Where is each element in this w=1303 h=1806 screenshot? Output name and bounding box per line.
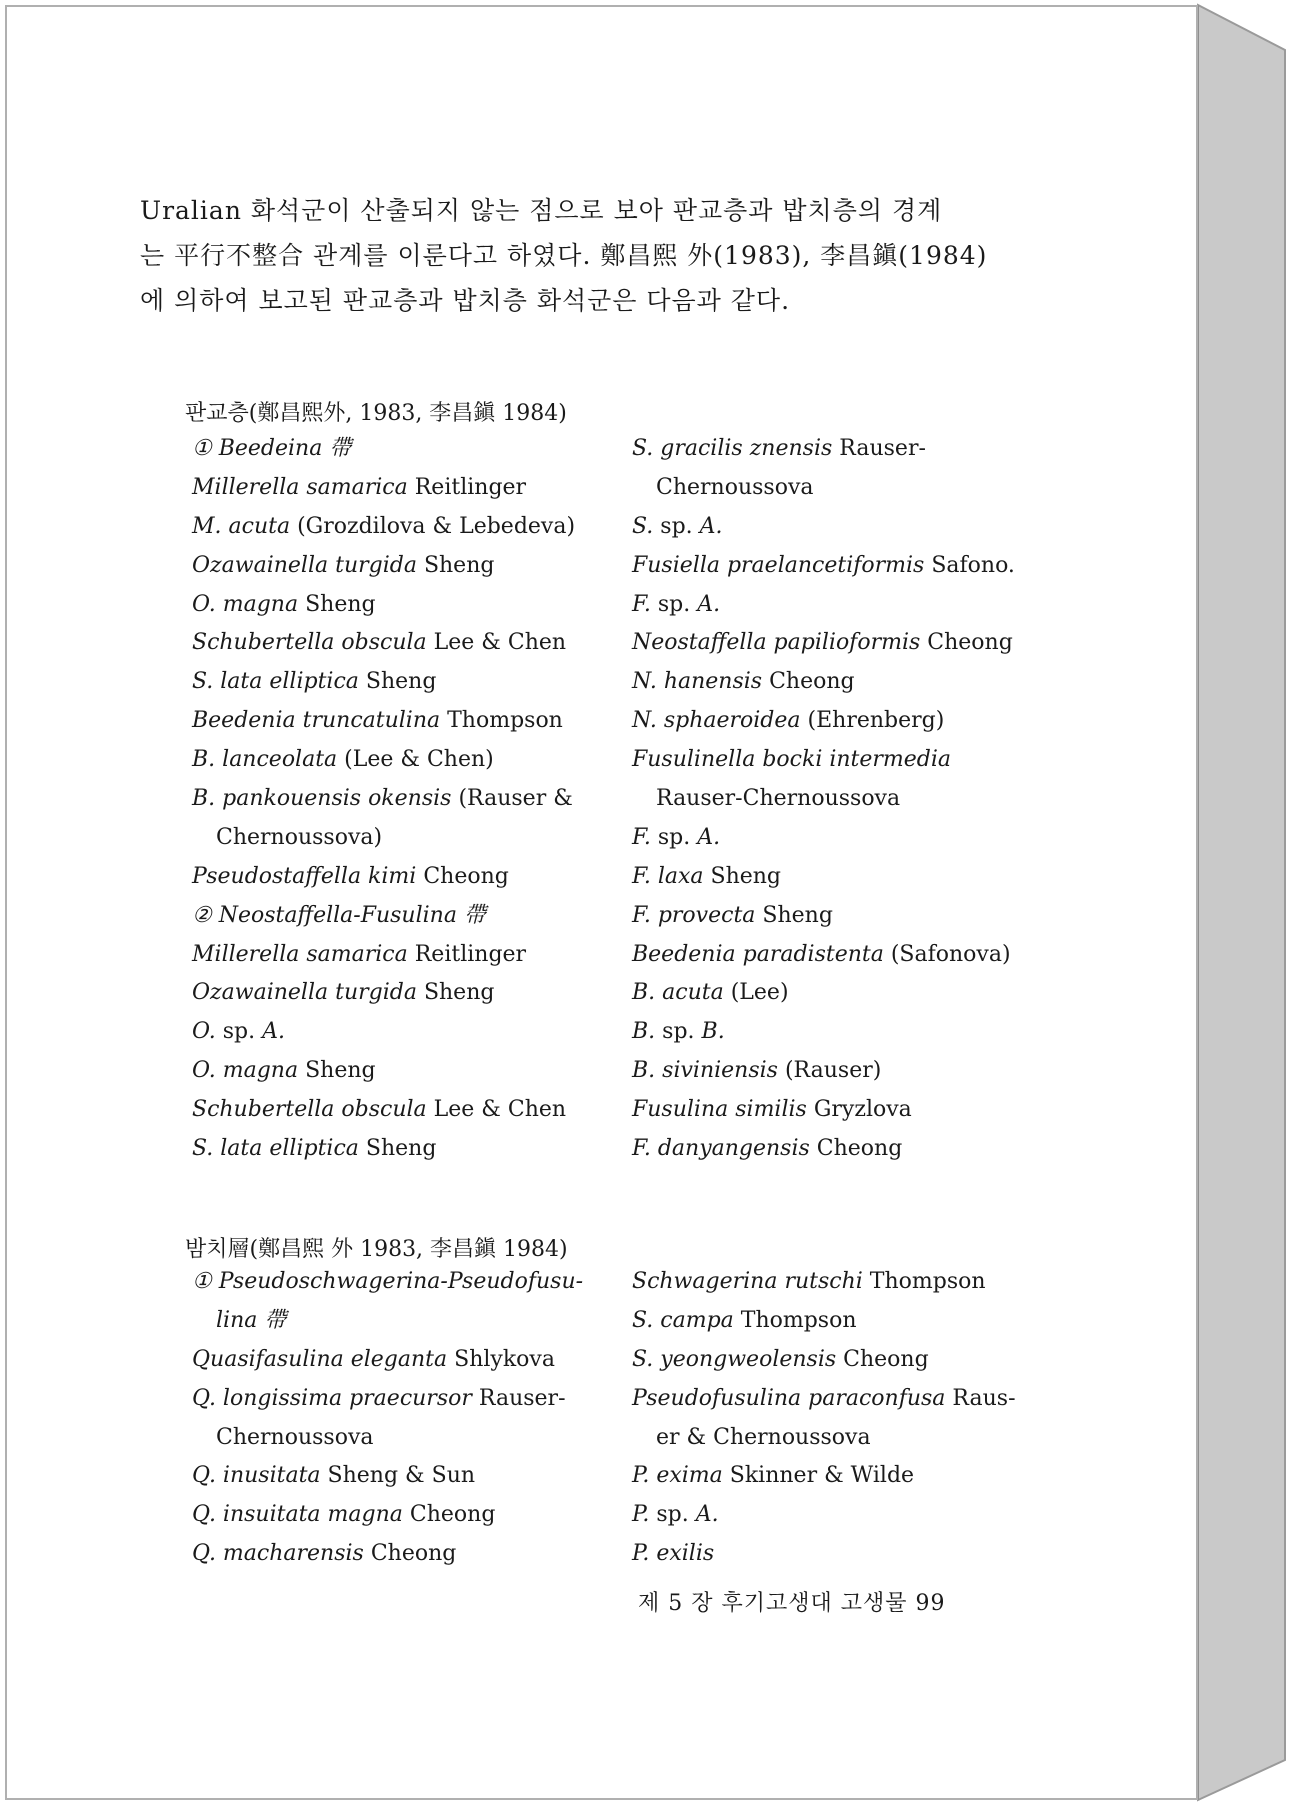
species-entry xyxy=(632,1419,1072,1458)
species-letter: A. xyxy=(699,513,723,539)
fossil-list-right xyxy=(632,1263,1072,1574)
species-author: sp. xyxy=(650,824,698,850)
species-author: sp. xyxy=(649,1502,696,1528)
species-entry xyxy=(632,430,1072,469)
species-name: Q. macharensis xyxy=(192,1541,364,1567)
species-entry xyxy=(192,1341,632,1380)
species-entry xyxy=(192,1535,632,1574)
species-name: Q. inusitata xyxy=(192,1463,321,1489)
species-author: Cheong xyxy=(402,1502,496,1528)
species-author: Sheng xyxy=(298,1058,376,1084)
species-name: Beedenia truncatulina xyxy=(192,708,441,734)
species-author: Rauser-Chernoussova xyxy=(656,786,901,812)
species-entry xyxy=(632,586,1072,625)
species-entry xyxy=(632,1380,1072,1419)
species-name: ② Neostaffella-Fusulina 帶 xyxy=(192,902,486,928)
species-name: Fusulinella bocki intermedia xyxy=(632,747,952,773)
species-letter: B. xyxy=(701,1019,725,1045)
species-entry xyxy=(192,1457,632,1496)
species-entry xyxy=(632,1130,1072,1169)
species-author: sp. xyxy=(655,1019,702,1045)
intro-line: Uralian 화석군이 산출되지 않는 점으로 보아 판교층과 밥치층의 경계 xyxy=(140,196,943,225)
species-author: Lee & Chen xyxy=(426,1097,567,1123)
species-author: (Lee & Chen) xyxy=(337,747,494,773)
species-author: Safono. xyxy=(924,552,1015,578)
species-name: P. exilis xyxy=(632,1541,715,1567)
species-entry xyxy=(632,1496,1072,1535)
species-entry xyxy=(192,936,632,975)
species-name: O. magna xyxy=(192,1058,299,1084)
species-author: sp. xyxy=(650,591,698,617)
species-entry xyxy=(632,624,1072,663)
species-name: Fusiella praelancetiformis xyxy=(632,552,925,578)
species-name: S. yeongweolensis xyxy=(632,1346,837,1372)
species-entry xyxy=(192,624,632,663)
species-author: Chernoussova) xyxy=(216,824,383,850)
species-author: Sheng xyxy=(298,591,376,617)
species-entry xyxy=(632,858,1072,897)
species-entry xyxy=(632,1302,1072,1341)
species-author: (Rauser) xyxy=(777,1058,882,1084)
species-entry xyxy=(192,858,632,897)
fossil-list-left xyxy=(192,430,632,1169)
species-author: sp. xyxy=(653,513,700,539)
species-name: Ozawainella turgida xyxy=(192,980,417,1006)
species-author: Gryzlova xyxy=(806,1097,912,1123)
species-entry xyxy=(632,1535,1072,1574)
species-letter: A. xyxy=(697,591,721,617)
species-name: O. magna xyxy=(192,591,299,617)
species-name: ① Pseudoschwagerina-Pseudofusu- xyxy=(192,1269,584,1294)
species-author: Lee & Chen xyxy=(426,630,567,656)
species-author: Reitlinger xyxy=(407,474,527,500)
species-name: Schubertella obscula xyxy=(192,630,427,656)
species-entry xyxy=(632,1013,1072,1052)
species-author: (Rauser & xyxy=(451,786,573,812)
species-entry xyxy=(632,702,1072,741)
species-entry xyxy=(192,508,632,547)
species-name: Millerella samarica xyxy=(192,941,408,967)
species-entry xyxy=(632,1052,1072,1091)
section-title-bamchi: 밤치層(鄭昌熙 外 1983, 李昌鎭 1984) xyxy=(185,1237,568,1262)
species-entry xyxy=(192,469,632,508)
species-letter: A. xyxy=(695,1502,719,1528)
species-name: B. lanceolata xyxy=(192,747,338,773)
species-entry xyxy=(192,1052,632,1091)
species-entry xyxy=(192,1302,632,1341)
species-entry xyxy=(192,819,632,858)
species-name: ① Beedeina 帶 xyxy=(192,436,352,461)
species-author: (Ehrenberg) xyxy=(800,708,945,734)
species-author: Thompson xyxy=(862,1269,986,1294)
species-author: Rauser- xyxy=(832,436,926,461)
species-name: S. xyxy=(632,513,654,539)
species-entry xyxy=(192,702,632,741)
fossil-list-right xyxy=(632,430,1072,1169)
species-name: O. xyxy=(192,1019,216,1045)
species-name: M. acuta xyxy=(192,513,291,539)
fossil-list-left xyxy=(192,1263,632,1574)
species-entry xyxy=(192,897,632,936)
species-author: Chernoussova xyxy=(656,474,814,500)
species-entry xyxy=(192,1130,632,1169)
species-name: lina 帶 xyxy=(216,1307,287,1333)
species-name: Ozawainella turgida xyxy=(192,552,417,578)
species-name: F. laxa xyxy=(632,863,704,889)
species-author: Raus- xyxy=(945,1385,1016,1411)
species-author: Skinner & Wilde xyxy=(722,1463,915,1489)
species-name: N. hanensis xyxy=(632,669,763,695)
species-entry xyxy=(632,1091,1072,1130)
species-author: Cheong xyxy=(836,1346,929,1372)
species-author: Sheng xyxy=(755,902,833,928)
species-name: F. danyangensis xyxy=(632,1136,810,1162)
species-letter: A. xyxy=(262,1019,285,1045)
species-entry xyxy=(192,547,632,586)
species-author: sp. xyxy=(215,1019,263,1045)
species-name: Q. longissima praecursor xyxy=(192,1385,472,1411)
species-author: Sheng xyxy=(416,552,495,578)
species-entry xyxy=(192,1263,632,1302)
species-name: N. sphaeroidea xyxy=(632,708,801,734)
species-author: Reitlinger xyxy=(407,941,527,967)
species-entry xyxy=(632,1341,1072,1380)
species-entry xyxy=(632,780,1072,819)
species-entry xyxy=(192,1496,632,1535)
species-author: (Safonova) xyxy=(883,941,1011,967)
intro-line: 에 의하여 보고된 판교층과 밥치층 화석군은 다음과 같다. xyxy=(140,286,791,315)
species-author: Cheong xyxy=(416,863,509,889)
species-name: Neostaffella papilioformis xyxy=(632,630,921,656)
species-name: S. gracilis znensis xyxy=(632,436,833,461)
species-entry xyxy=(632,974,1072,1013)
species-entry xyxy=(632,508,1072,547)
species-name: S. campa xyxy=(632,1307,734,1333)
species-name: Millerella samarica xyxy=(192,474,408,500)
species-entry xyxy=(632,469,1072,508)
species-entry xyxy=(192,1013,632,1052)
intro-line: 는 平行不整合 관계를 이룬다고 하였다. 鄭昌熙 外(1983), 李昌鎭(1984) xyxy=(140,241,988,270)
species-entry xyxy=(192,780,632,819)
species-name: P. xyxy=(632,1502,650,1528)
species-entry xyxy=(192,974,632,1013)
species-author: Sheng xyxy=(358,1136,437,1162)
species-author: Sheng xyxy=(358,669,437,695)
species-author: (Lee) xyxy=(723,980,789,1006)
species-name: P. exima xyxy=(632,1463,723,1489)
species-author: Rauser- xyxy=(471,1385,566,1411)
species-name: B. siviniensis xyxy=(632,1058,778,1084)
species-entry xyxy=(632,547,1072,586)
species-entry xyxy=(192,1419,632,1458)
species-author: Thompson xyxy=(733,1307,857,1333)
species-entry xyxy=(192,1380,632,1419)
species-author: Sheng & Sun xyxy=(320,1463,476,1489)
species-entry xyxy=(192,430,632,469)
species-name: B. acuta xyxy=(632,980,724,1006)
species-entry xyxy=(632,936,1072,975)
species-author: Cheong xyxy=(762,669,855,695)
species-entry xyxy=(192,586,632,625)
species-author: Chernoussova xyxy=(216,1424,374,1450)
species-entry xyxy=(632,819,1072,858)
species-name: Beedenia paradistenta xyxy=(632,941,884,967)
species-name: B. xyxy=(632,1019,656,1045)
page-footer: 제 5 장 후기고생대 고생물 99 xyxy=(638,1591,946,1616)
species-author: (Grozdilova & Lebedeva) xyxy=(290,513,576,539)
species-author: Thompson xyxy=(440,708,563,734)
species-name: S. lata elliptica xyxy=(192,669,359,695)
species-letter: A. xyxy=(697,824,721,850)
intro-paragraph xyxy=(140,188,1020,323)
species-name: Schwagerina rutschi xyxy=(632,1269,863,1294)
species-entry xyxy=(192,663,632,702)
species-entry xyxy=(632,741,1072,780)
species-entry xyxy=(632,897,1072,936)
species-name: Q. insuitata magna xyxy=(192,1502,403,1528)
species-name: Schubertella obscula xyxy=(192,1097,427,1123)
species-name: B. pankouensis okensis xyxy=(192,786,452,812)
species-entry xyxy=(632,1263,1072,1302)
species-name: S. lata elliptica xyxy=(192,1136,359,1162)
species-name: F. provecta xyxy=(632,902,756,928)
species-name: Pseudofusulina paraconfusa xyxy=(632,1385,946,1411)
species-name: F. xyxy=(632,824,651,850)
species-author: Cheong xyxy=(363,1541,457,1567)
species-name: Pseudostaffella kimi xyxy=(192,863,417,889)
species-name: F. xyxy=(632,591,651,617)
species-author: Cheong xyxy=(920,630,1013,656)
species-author: er & Chernoussova xyxy=(656,1424,871,1450)
species-author: Sheng xyxy=(703,863,782,889)
species-name: Fusulina similis xyxy=(632,1097,807,1123)
species-author: Shlykova xyxy=(447,1346,555,1372)
species-name: Quasifasulina eleganta xyxy=(192,1346,448,1372)
species-entry xyxy=(192,1091,632,1130)
species-author: Sheng xyxy=(416,980,495,1006)
species-author: Cheong xyxy=(809,1136,903,1162)
species-entry xyxy=(632,1457,1072,1496)
species-entry xyxy=(192,741,632,780)
section-title-pangyo: 판교층(鄭昌熙外, 1983, 李昌鎭 1984) xyxy=(185,401,567,426)
species-entry xyxy=(632,663,1072,702)
